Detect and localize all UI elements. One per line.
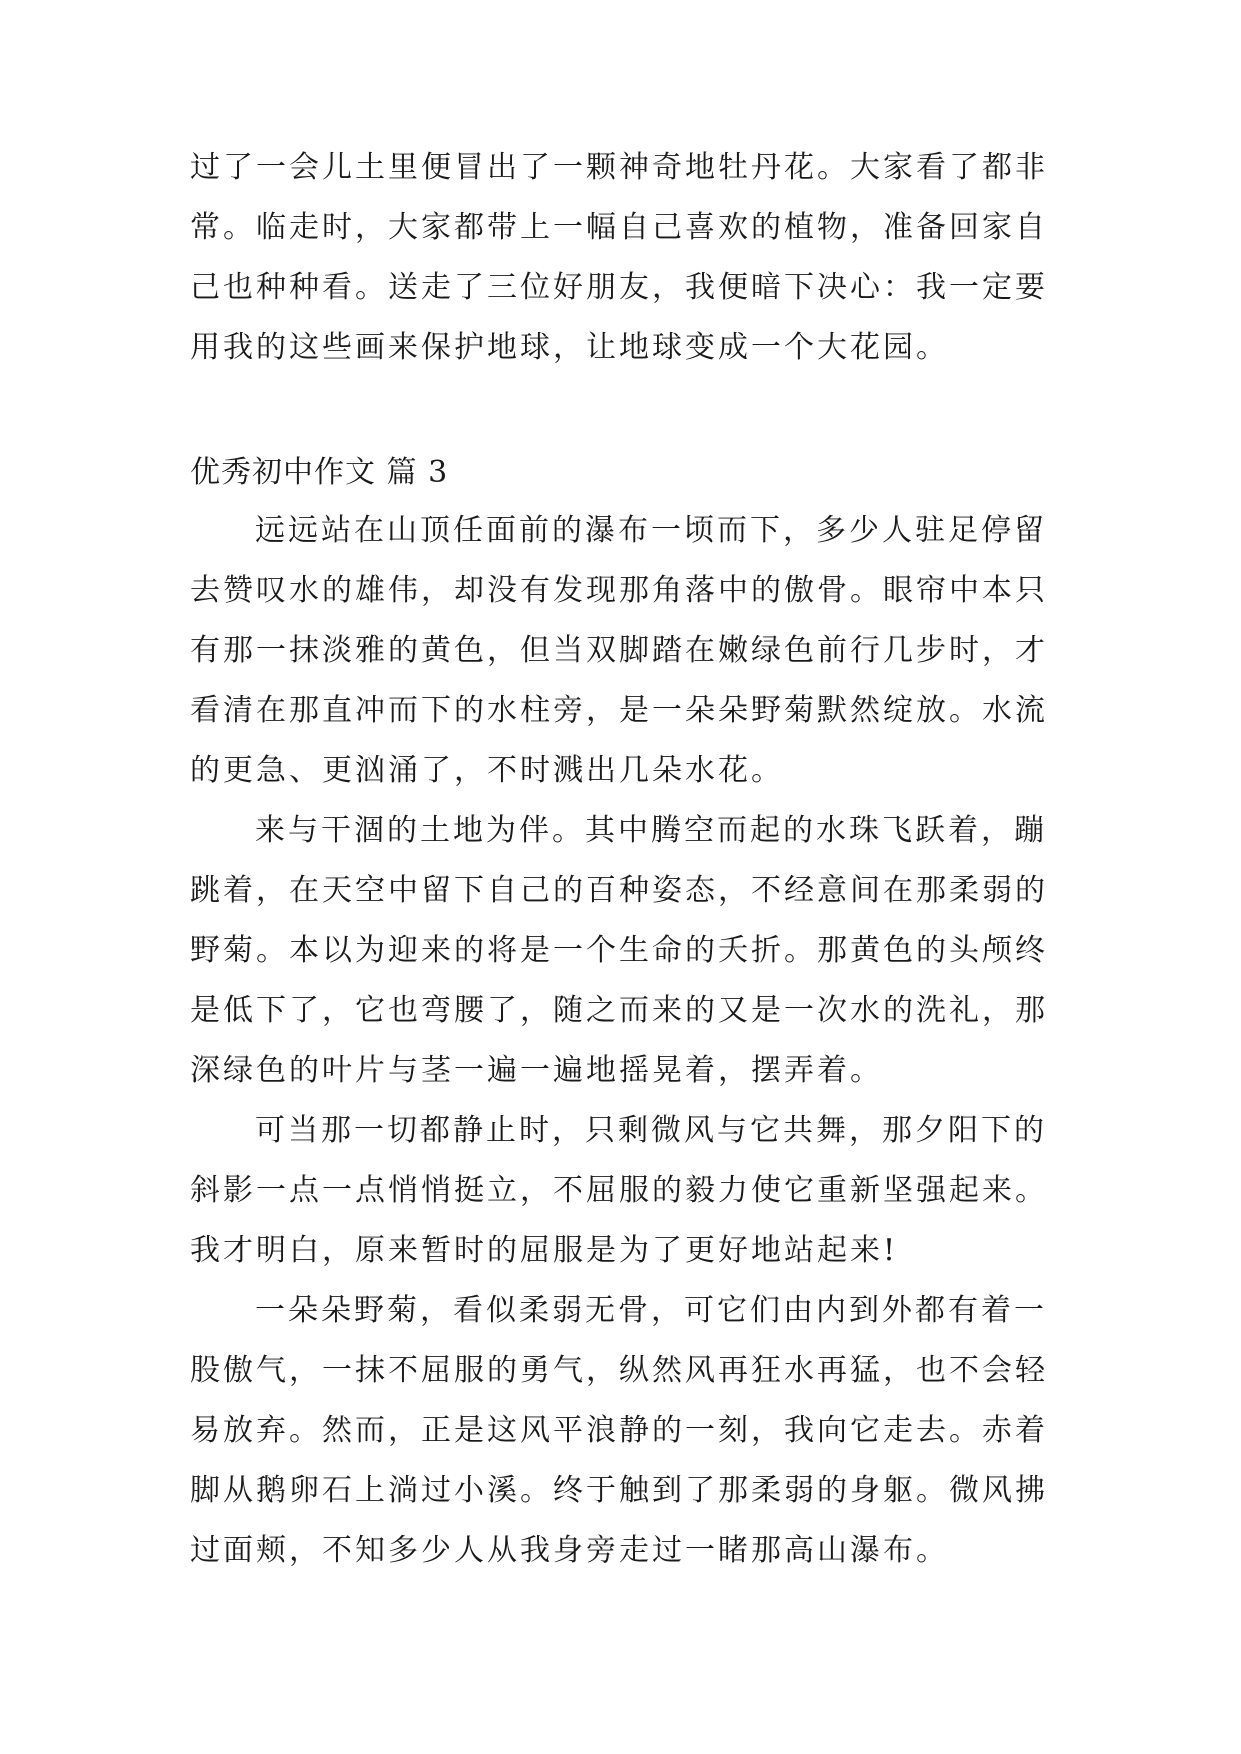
paragraph-first-line: 一朵朵野菊，看似柔弱无骨，可它们由内到外都有着一	[255, 1293, 1047, 1328]
text-line: 过面颊，不知多少人从我身旁走过一睹那高山瀑布。	[190, 1533, 949, 1568]
text-line: 易放弃。然而，正是这风平浪静的一刻，我向它走去。赤着	[190, 1413, 1048, 1448]
text-line: 常。临走时，大家都带上一幅自己喜欢的植物，准备回家自	[190, 210, 1048, 245]
text-line: 己也种种看。送走了三位好朋友，我便暗下决心：我一定要	[190, 270, 1048, 305]
text-line: 看清在那直冲而下的水柱旁，是一朵朵野菊默然绽放。水流	[190, 693, 1048, 728]
text-line: 的更急、更汹涌了，不时溅出几朵水花。	[190, 753, 784, 788]
text-line: 斜影一点一点悄悄挺立，不屈服的毅力使它重新坚强起来。	[190, 1173, 1048, 1208]
text-line: 野菊。本以为迎来的将是一个生命的夭折。那黄色的头颅终	[190, 933, 1048, 968]
paragraph-first-line: 来与干涸的土地为伴。其中腾空而起的水珠飞跃着，蹦	[255, 813, 1047, 848]
text-line: 股傲气，一抹不屈服的勇气，纵然风再狂水再猛，也不会轻	[190, 1353, 1048, 1388]
text-line: 有那一抹淡雅的黄色，但当双脚踏在嫩绿色前行几步时，才	[190, 633, 1048, 668]
section-heading: 优秀初中作文 篇 3	[190, 455, 449, 490]
text-line: 跳着，在天空中留下自己的百种姿态，不经意间在那柔弱的	[190, 873, 1048, 908]
text-line: 脚从鹅卵石上淌过小溪。终于触到了那柔弱的身躯。微风拂	[190, 1473, 1048, 1508]
text-line: 去赞叹水的雄伟，却没有发现那角落中的傲骨。眼帘中本只	[190, 573, 1048, 608]
text-line: 用我的这些画来保护地球，让地球变成一个大花园。	[190, 330, 949, 365]
text-line: 过了一会儿土里便冒出了一颗神奇地牡丹花。大家看了都非	[190, 150, 1048, 185]
paragraph-first-line: 远远站在山顶任面前的瀑布一顷而下，多少人驻足停留	[255, 513, 1047, 548]
text-line: 是低下了，它也弯腰了，随之而来的又是一次水的洗礼，那	[190, 993, 1048, 1028]
text-line: 深绿色的叶片与茎一遍一遍地摇晃着，摆弄着。	[190, 1053, 883, 1088]
text-line: 我才明白，原来暂时的屈服是为了更好地站起来!	[190, 1233, 899, 1268]
paragraph-first-line: 可当那一切都静止时，只剩微风与它共舞，那夕阳下的	[255, 1113, 1047, 1148]
